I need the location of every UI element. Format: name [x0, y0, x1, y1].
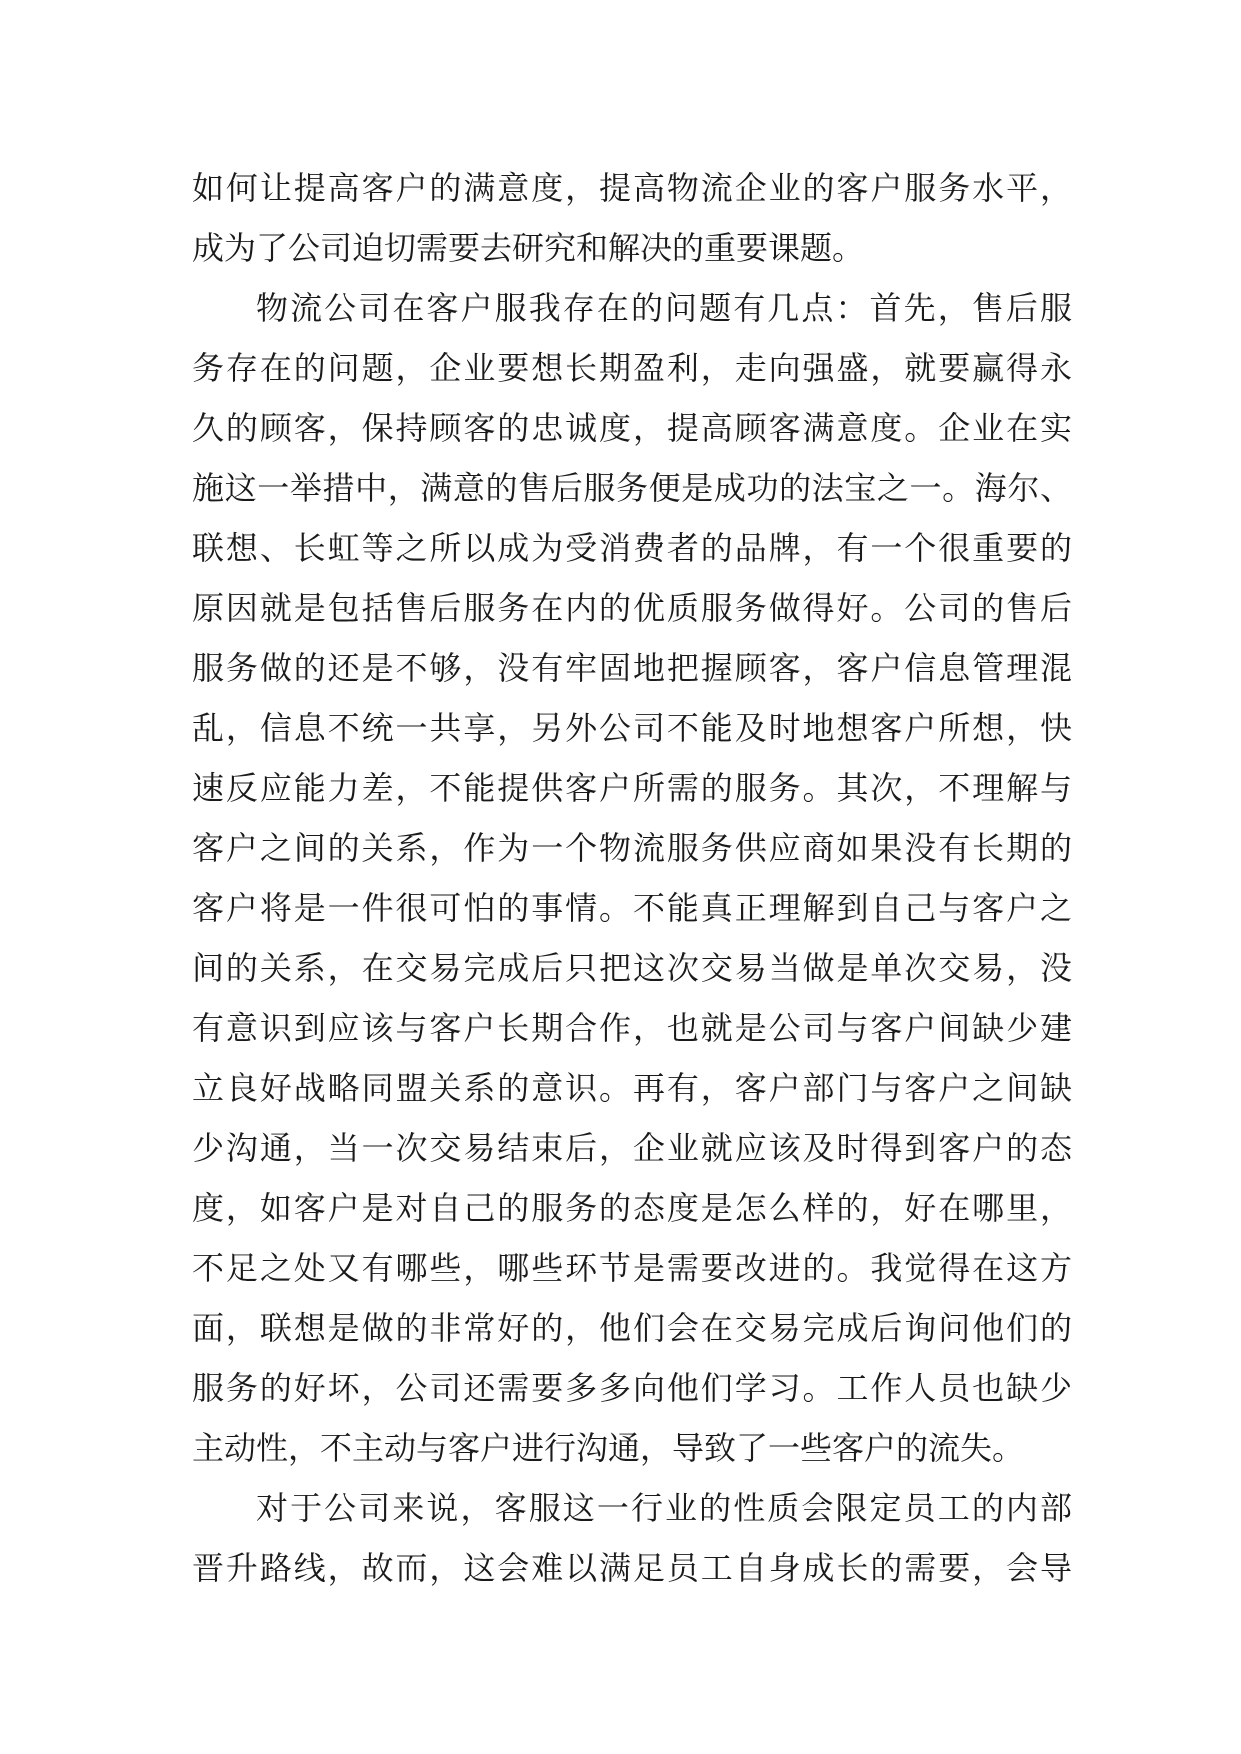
text-line: 面，联想是做的非常好的，他们会在交易完成后询问他们的 — [192, 1309, 1072, 1347]
text-line: 务存在的问题，企业要想长期盈利，走向强盛，就要赢得永 — [192, 349, 1072, 387]
text-line: 客户之间的关系，作为一个物流服务供应商如果没有长期的 — [192, 829, 1072, 867]
text-line: 原因就是包括售后服务在内的优质服务做得好。公司的售后 — [192, 589, 1072, 627]
text-line: 客户将是一件很可怕的事情。不能真正理解到自己与客户之 — [192, 889, 1072, 927]
text-line: 乱，信息不统一共享，另外公司不能及时地想客户所想，快 — [192, 709, 1072, 747]
text-line: 施这一举措中，满意的售后服务便是成功的法宝之一。海尔、 — [192, 469, 1072, 507]
text-line: 对于公司来说，客服这一行业的性质会限定员工的内部 — [256, 1489, 1072, 1527]
text-line: 如何让提高客户的满意度，提高物流企业的客户服务水平， — [192, 169, 1072, 207]
text-line: 有意识到应该与客户长期合作，也就是公司与客户间缺少建 — [192, 1009, 1072, 1047]
text-line: 立良好战略同盟关系的意识。再有，客户部门与客户之间缺 — [192, 1069, 1072, 1107]
text-line: 速反应能力差，不能提供客户所需的服务。其次，不理解与 — [192, 769, 1072, 807]
text-line: 物流公司在客户服我存在的问题有几点：首先，售后服 — [256, 289, 1072, 327]
text-line: 联想、长虹等之所以成为受消费者的品牌，有一个很重要的 — [192, 529, 1072, 567]
text-line: 晋升路线，故而，这会难以满足员工自身成长的需要，会导 — [192, 1549, 1072, 1587]
text-line: 度，如客户是对自己的服务的态度是怎么样的，好在哪里， — [192, 1189, 1072, 1227]
text-line: 不足之处又有哪些，哪些环节是需要改进的。我觉得在这方 — [192, 1249, 1072, 1287]
text-line: 少沟通，当一次交易结束后，企业就应该及时得到客户的态 — [192, 1129, 1072, 1167]
text-line: 主动性，不主动与客户进行沟通，导致了一些客户的流失。 — [192, 1429, 1025, 1467]
text-line: 成为了公司迫切需要去研究和解决的重要课题。 — [192, 229, 865, 267]
text-line: 服务的好坏，公司还需要多多向他们学习。工作人员也缺少 — [192, 1369, 1072, 1407]
body-text — [192, 158, 1072, 1598]
text-line: 服务做的还是不够，没有牢固地把握顾客，客户信息管理混 — [192, 649, 1072, 687]
text-line: 久的顾客，保持顾客的忠诚度，提高顾客满意度。企业在实 — [192, 409, 1072, 447]
text-line: 间的关系，在交易完成后只把这次交易当做是单次交易，没 — [192, 949, 1072, 987]
